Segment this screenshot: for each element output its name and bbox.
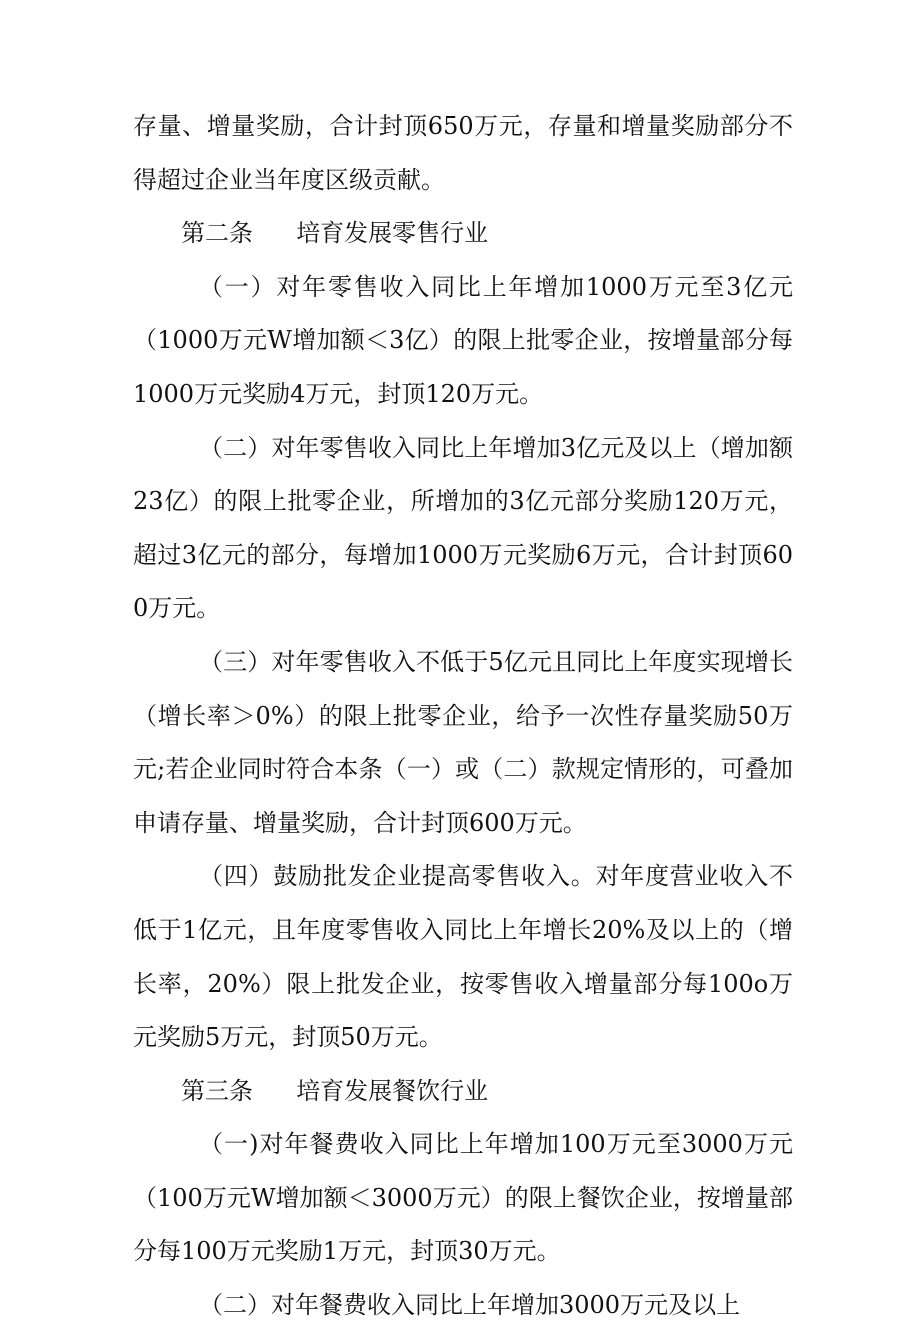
article-heading-3 — [133, 1065, 793, 1119]
paragraph-2-1: （一）对年零售收入同比上年增加1000万元至3亿元（1000万元W增加额＜3亿）的限上批零企业，按增量部分每1000万元奖励4万元，封顶120万元。 — [133, 272, 793, 408]
document-body — [133, 100, 793, 1333]
paragraph-2-2: （二）对年零售收入同比上年增加3亿元及以上（增加额23亿）的限上批零企业，所增加的3亿元部分奖励120万元，超过3亿元的部分，每增加1000万元奖励6万元，合计封顶600万元。 — [133, 433, 793, 623]
article-number: 第二条 — [181, 219, 253, 248]
paragraph-2-3: （三）对年零售收入不低于5亿元且同比上年度实现增长（增长率＞0%）的限上批零企业，给予一次性存量奖励50万元;若企业同时符合本条（一）或（二）款规定情形的，可叠加申请存量、增量奖励，合计封顶600万元。 — [133, 647, 793, 837]
paragraph-2-4: （四）鼓励批发企业提高零售收入。对年度营业收入不低于1亿元，且年度零售收入同比上年增长20%及以上的（增长率，20%）限上批发企业，按零售收入增量部分每100o万元奖励5万元，封顶50万元。 — [133, 862, 793, 1052]
article-number: 第三条 — [181, 1076, 253, 1105]
paragraph-continuation: 存量、增量奖励，合计封顶650万元，存量和增量奖励部分不得超过企业当年度区级贡献。 — [133, 112, 793, 194]
paragraph-3-1: （一)对年餐费收入同比上年增加100万元至3000万元（100万元W增加额＜3000万元）的限上餐饮企业，按增量部分每100万元奖励1万元，封顶30万元。 — [133, 1130, 793, 1266]
article-title: 培育发展餐饮行业 — [296, 1076, 489, 1105]
article-heading-2 — [133, 207, 793, 261]
article-title: 培育发展零售行业 — [296, 219, 489, 248]
paragraph-3-2: （二）对年餐费收入同比上年增加3000万元及以上 — [199, 1291, 741, 1320]
